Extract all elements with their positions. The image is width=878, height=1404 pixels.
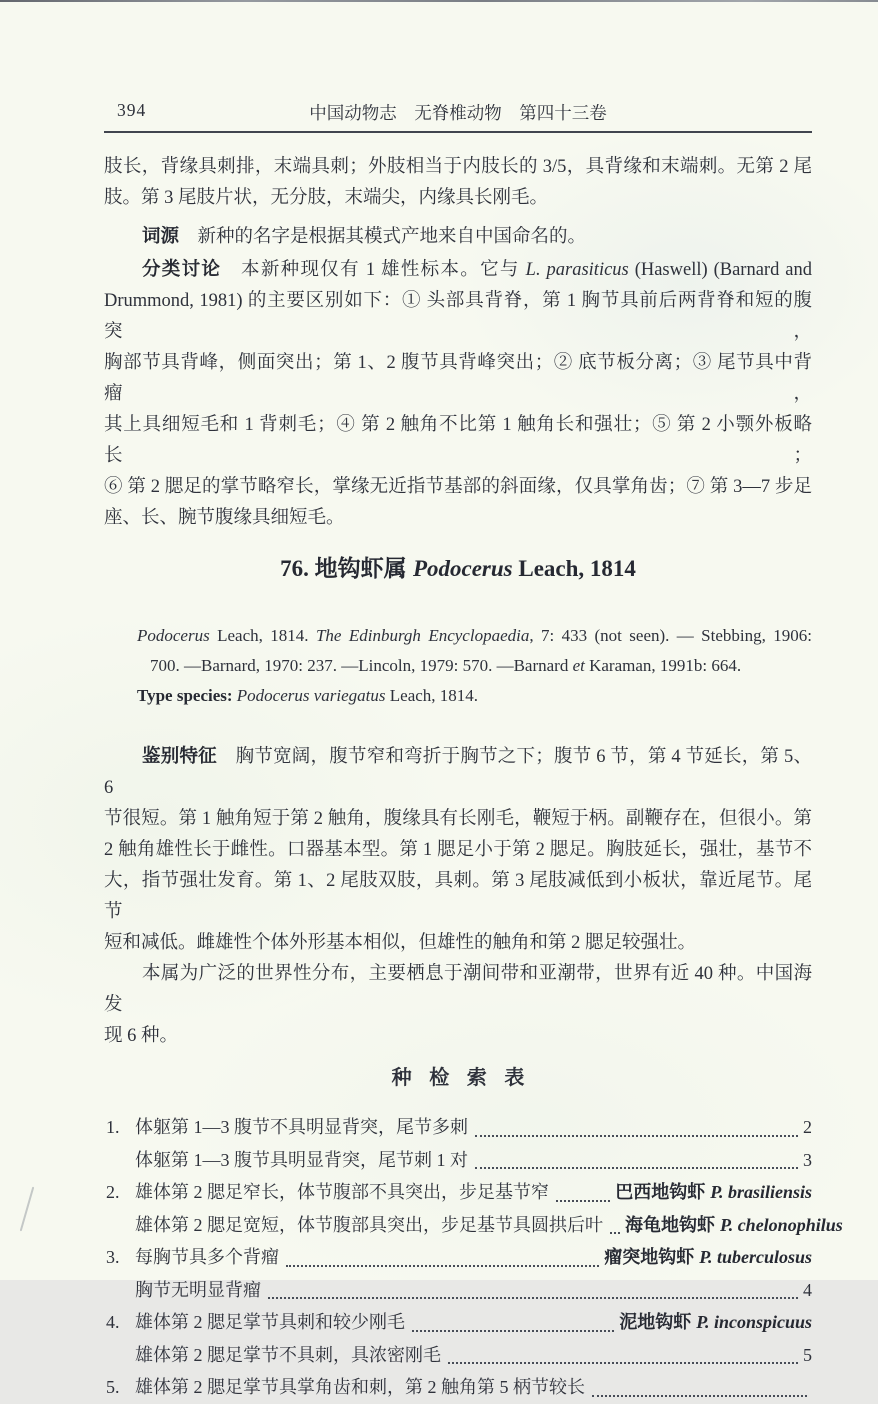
key-row [104, 1176, 812, 1209]
text-segment-i: The Edinburgh Encyclopaedia [315, 626, 530, 645]
text-segment: 700. —Barnard, 1970: 237. —Lincoln, 1979: 570. —Barnard [150, 656, 573, 675]
text-segment: 本属为广泛的世界性分布，主要栖息于潮间带和亚潮带，世界有近 40 种。中国海发 [104, 964, 812, 1015]
text-segment: 体躯第 1—3 腹节不具明显背突，尾节多刺 [135, 1117, 468, 1137]
text-segment: 2 [803, 1117, 812, 1137]
text-segment: 新种的名字是根据其模式产地来自中国命名的。 [179, 227, 587, 247]
paragraph-taxonomic-discussion-line [104, 348, 812, 410]
text-segment-b: 瘤突地钩虾 [604, 1247, 700, 1267]
paragraph-diagnosis-line [104, 835, 812, 866]
paragraph-diagnosis-line [104, 740, 812, 804]
text-segment-b: 泥地钩虾 [619, 1312, 697, 1332]
text-segment: 体躯第 1—3 腹节具明显背突，尾节刺 1 对 [135, 1149, 468, 1170]
text-segment: 短和减低。雌雄性个体外形基本相似，但雄性的触角和第 2 腮足较强壮。 [104, 933, 697, 953]
text-segment: Karaman, 1991b: 664. [584, 656, 742, 675]
species-key [104, 1111, 843, 1404]
text-segment-i: Podocerus variegatus [236, 686, 386, 705]
text-segment: 胸节无明显背瘤 [135, 1279, 261, 1300]
paragraph-uropod-continuation [104, 152, 812, 214]
text-segment-b: 巴西地钩虾 [615, 1182, 711, 1202]
text-segment: 雄体第 2 腮足掌节具刺和较少刚毛 [135, 1312, 405, 1332]
key-row [104, 1209, 843, 1242]
key-number: 4. [106, 1312, 120, 1332]
text-segment-i: L. parasiticus [525, 260, 629, 280]
text-segment-bi: P. tuberculosus [699, 1247, 812, 1267]
dotted-leader [448, 1362, 798, 1364]
paragraph-etymology-line [104, 220, 812, 253]
text-segment: 雄体第 2 腮足掌节具掌角齿和刺，第 2 触角第 5 柄节较长 [135, 1377, 585, 1397]
paragraph-uropod-continuation-line [104, 152, 812, 183]
key-number: 2. [106, 1182, 120, 1202]
paragraph-taxonomic-discussion-line [104, 286, 812, 348]
key-clause-text [135, 1209, 603, 1242]
paragraph-distribution-line [104, 1021, 812, 1052]
key-result [604, 1241, 812, 1274]
paragraph-diagnosis-line [104, 928, 812, 959]
dotted-leader [412, 1330, 614, 1332]
text-segment: 大，指节强壮发育。第 1、2 尾肢双肢，具刺。第 3 尾肢减低到小板状，靠近尾节。尾节 [104, 871, 812, 922]
paragraph-diagnosis-line [104, 804, 812, 835]
key-row [104, 1144, 812, 1177]
paragraph-diagnosis [104, 740, 812, 959]
key-row [104, 1339, 812, 1372]
text-segment: 节很短。第 1 触角短于第 2 触角，腹缘具有长刚毛，鞭短于柄。副鞭存在，但很小。第 [104, 809, 812, 829]
text-segment: 2 触角雄性长于雌性。口器基本型。第 1 腮足小于第 2 腮足。胸肢延长，强壮，基节不 [104, 840, 812, 860]
text-segment: 3 [803, 1149, 812, 1170]
text-segment-sb: Type species: [137, 686, 237, 705]
text-segment-i: Podocerus [137, 626, 210, 645]
key-clause-text [135, 1241, 279, 1274]
dotted-leader [475, 1167, 798, 1169]
paragraph-distribution [104, 959, 812, 1052]
text-segment: 肢长，背缘具刺排，末端具刺；外肢相当于内肢长的 3/5，具背缘和末端刺。无第 2 尾 [104, 157, 812, 177]
text-segment: 每胸节具多个背瘤 [135, 1247, 279, 1267]
paragraph-taxonomic-discussion-line [104, 253, 812, 286]
key-heading: 种 检 索 表 [391, 1067, 531, 1089]
key-row [104, 1111, 812, 1144]
key-number: 1. [106, 1117, 120, 1137]
text-segment: 雄体第 2 腮足窄长，体节腹部不具突出，步足基节窄 [135, 1182, 549, 1202]
paragraph-taxonomic-discussion-line [104, 410, 812, 472]
key-result [803, 1111, 812, 1144]
text-segment: 雄体第 2 腮足掌节不具刺，具浓密刚毛 [135, 1344, 441, 1365]
genus-synonymy [104, 621, 812, 711]
paragraph-distribution-line [104, 959, 812, 1021]
key-row [104, 1274, 812, 1307]
key-result [803, 1339, 812, 1372]
text-segment: 雄体第 2 腮足宽短，体节腹部具突出，步足基节具圆拱后叶 [135, 1214, 603, 1235]
key-clause-text [135, 1274, 261, 1307]
key-clause-text [135, 1111, 468, 1144]
key-row [104, 1241, 812, 1274]
text-segment-sb: 76. [280, 556, 315, 581]
text-segment: 肢。第 3 尾肢片状，无分肢，末端尖，内缘具长刚毛。 [104, 188, 549, 208]
running-title: 中国动物志 无脊椎动物 第四十三卷 [309, 103, 607, 123]
key-clause-text [135, 1339, 441, 1372]
key-number: 5. [106, 1377, 120, 1397]
key-clause-text [135, 1176, 549, 1209]
dotted-leader [286, 1265, 599, 1267]
key-clause-text [135, 1306, 405, 1339]
text-segment: 座、长、腕节腹缘具细短毛。 [104, 508, 345, 528]
page-number: 394 [117, 100, 147, 120]
text-segment-b: 海龟地钩虾 [625, 1214, 721, 1235]
paragraph-taxonomic-discussion [104, 253, 812, 534]
page-body [104, 152, 843, 1404]
key-clause-text [135, 1371, 585, 1404]
text-column [104, 0, 843, 1404]
text-segment: 其上具细短毛和 1 背刺毛；④ 第 2 触角不比第 1 触角长和强壮；⑤ 第 2 小颚外板略长； [104, 415, 812, 466]
text-segment: 5 [803, 1344, 812, 1365]
text-segment: , 7: 433 (not seen). — Stebbing, 1906: [529, 626, 812, 645]
key-result [625, 1209, 843, 1242]
text-segment: ⑥ 第 2 腮足的掌节略窄长，掌缘无近指节基部的斜面缘，仅具掌角齿；⑦ 第 3—7 步足 [104, 477, 812, 497]
text-segment-b: 鉴别特征 [142, 745, 217, 766]
header-rule [104, 131, 812, 133]
text-segment-bi: P. inconspicuus [696, 1312, 812, 1332]
text-segment: 胸部节具背峰，侧面突出；第 1、2 腹节具背峰突出；② 底节板分离；③ 尾节具中背瘤， [104, 353, 812, 404]
key-clause-text [135, 1144, 468, 1177]
text-segment: (Haswell) (Barnard and [628, 260, 812, 280]
text-segment: 胸节宽阔，腹节窄和弯折于胸节之下；腹节 6 节，第 4 节延长，第 5、6 [104, 747, 812, 798]
key-result [615, 1176, 812, 1209]
text-segment-bi: Podocerus [412, 556, 513, 581]
genus-synonymy-line [104, 651, 812, 681]
dotted-leader [268, 1297, 798, 1299]
running-header [104, 100, 812, 124]
genus-heading [104, 549, 812, 588]
text-segment-b: 词源 [142, 225, 180, 246]
text-segment-b: 地钩虾属 [314, 555, 413, 581]
text-segment: Leach, 1814. [209, 626, 316, 645]
paragraph-taxonomic-discussion-line [104, 503, 812, 534]
dotted-leader [556, 1200, 610, 1202]
text-segment: Leach, 1814. [385, 686, 479, 705]
key-row [104, 1371, 812, 1404]
key-result [803, 1274, 812, 1307]
paragraph-taxonomic-discussion-line [104, 472, 812, 503]
text-segment: 本新种现仅有 1 雄性标本。它与 [221, 260, 526, 280]
dotted-leader [592, 1395, 807, 1397]
dotted-leader [610, 1232, 620, 1234]
paragraph-etymology [104, 220, 812, 253]
genus-synonymy-line [104, 681, 812, 711]
text-segment: 现 6 种。 [104, 1026, 179, 1046]
text-segment-i: et [572, 656, 585, 675]
text-segment-sb: Leach, 1814 [512, 556, 636, 581]
text-segment: Drummond, 1981) 的主要区别如下：① 头部具背脊，第 1 胸节具前后两背脊和短的腹突， [104, 291, 812, 342]
paragraph-diagnosis-line [104, 866, 812, 928]
paragraph-uropod-continuation-line [104, 183, 812, 214]
genus-synonymy-line [104, 621, 812, 651]
text-segment-b: 分类讨论 [142, 258, 222, 279]
key-result [803, 1144, 812, 1177]
dotted-leader [475, 1135, 798, 1137]
text-segment-bi: P. brasiliensis [710, 1182, 812, 1202]
key-row [104, 1306, 812, 1339]
text-segment-bi: P. chelonophilus [720, 1214, 843, 1235]
scan-scratch-artifact [20, 1187, 35, 1232]
key-number: 3. [106, 1247, 120, 1267]
text-segment: 4 [803, 1279, 812, 1300]
key-result [619, 1306, 812, 1339]
